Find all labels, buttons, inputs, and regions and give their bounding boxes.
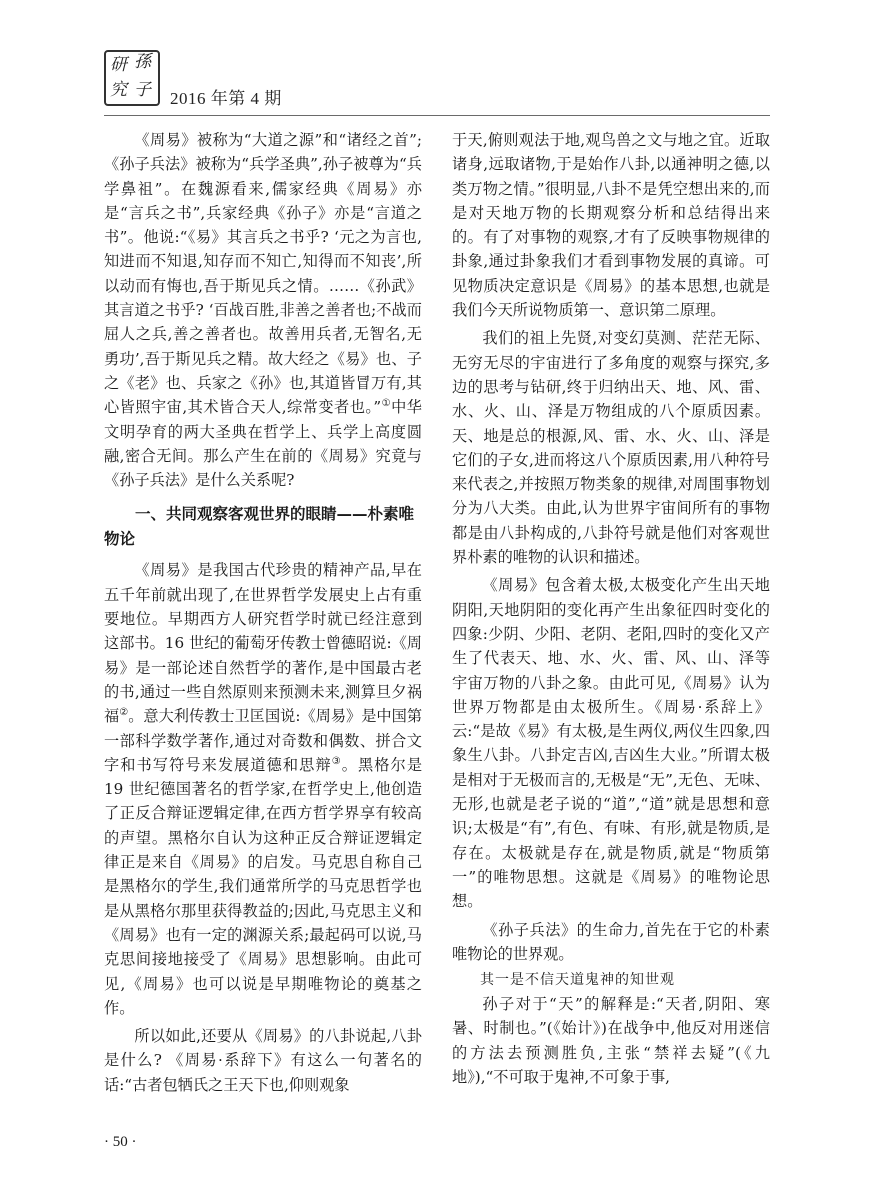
journal-header: [104, 46, 776, 116]
paragraph-text: 。黑格尔是 19 世纪德国著名的哲学家,在哲学史上,他创造了正反合辩证逻辑定律,在西方哲学界享有较高的声望。黑格尔自认为这种正反合辩证逻辑定律正是来自《周易》的启发。马克思自称自己是黑格尔的学生,我们通常所学的马克思哲学也是从黑格尔那里获得教益的;因此,马克思主义和《周易》也有一定的渊源关系;最起码可以说,马克思间接地接受了《周易》思想影响。由此可见,《周易》也可以说是早期唯物论的奠基之作。: [104, 755, 423, 1017]
taiji-paragraph: 《周易》包含着太极,太极变化产生出天地阴阳,天地阴阳的变化再产生出象征四时变化的四象:少阴、少阳、老阴、老阳,四时的变化又产生了代表天、地、水、火、雷、风、山、泽等宇宙万物的八卦之象。由此可见,《周易》认为世界万物都是由太极所生。《周易·系辞上》云:“是故《易》有太极,是生两仪,两仪生四象,四象生八卦。八卦定吉凶,吉凶生大业。”所谓太极是相对于无极而言的,无极是“无”,无色、无味、无形,也就是老子说的“道”,“道”就是思想和意识;太极是“有”,有色、有味、有形,就是物质,是存在。太极就是存在,就是物质,就是“物质第一”的唯物思想。这就是《周易》的唯物论思想。: [452, 576, 770, 911]
page-number: · 50 ·: [104, 1134, 137, 1150]
logo-char: 孫: [134, 52, 151, 72]
sunzi-worldview-paragraph: 《孙子兵法》的生命力,首先在于它的朴素唯物论的世界观。: [452, 920, 770, 963]
paragraph-text: 《周易》是我国古代珍贵的精神产品,早在五千年前就出现了,在世界哲学发展史上占有重要地位。早期西方人研究哲学时就已经注意到这部书。16 世纪的葡萄牙传教士曾德昭说:《周易》是一部论述自然哲学的著作,是中国最古老的书,通过一些自然原则来预测未来,测算旦夕祸福: [104, 561, 422, 726]
right-column: [452, 128, 770, 1089]
left-column: [104, 128, 422, 1097]
subheading: 其一是不信天道鬼神的知世观: [480, 972, 675, 989]
footnote-marker: ②: [119, 707, 129, 719]
footnote-marker: ③: [331, 755, 342, 767]
intro-paragraph: [104, 128, 422, 492]
header-rule: [104, 115, 770, 116]
issue-label: 2016 年第 4 期: [170, 89, 282, 108]
logo-char: 究: [110, 80, 127, 100]
footnote-marker: ①: [381, 398, 392, 410]
journal-logo: [104, 50, 160, 106]
bagua-paragraph: 所以如此,还要从《周易》的八卦说起,八卦是什么? 《周易·系辞下》有这么一句著名的话:“古者包牺氏之王天下也,仰则观象: [104, 1027, 422, 1094]
bagua-continued-paragraph: 于天,俯则观法于地,观鸟兽之文与地之宜。近取诸身,远取诸物,于是始作八卦,以通神明之德,以类万物之情。”很明显,八卦不是凭空想出来的,而是对天地万物的长期观察分析和总结得出来的。有了对事物的观察,才有了反映事物规律的卦象,通过卦象我们才看到事物发展的真谛。可见物质决定意识是《周易》的基本思想,也就是我们今天所说物质第一、意识第二原理。: [452, 131, 770, 320]
eight-elements-paragraph: 我们的祖上先贤,对变幻莫测、茫茫无际、无穷无尽的宇宙进行了多角度的观察与探究,多边的思考与钻研,终于归纳出天、地、风、雷、水、火、山、泽是万物组成的八个原质因素。天、地是总的根源,风、雷、水、火、山、泽是它们的子女,进而将这八个原质因素,用八种符号来代表之,并按照万物类象的规律,对周围事物划分为八大类。由此,认为世界宇宙间所有的事物都是由八卦构成的,八卦符号就是他们对客观世界朴素的唯物的认识和描述。: [452, 329, 770, 567]
paragraph-text: 《周易》被称为“大道之源”和“诸经之首”;《孙子兵法》被称为“兵学圣典”,孙子被尊为“兵学鼻祖”。在魏源看来,儒家经典《周易》亦是“言兵之书”,兵家经典《孙子》亦是“言道之书”。他说:“《易》其言兵之书乎? ‘元之为言也,知进而不知退,知存而不知亡,知得而不知丧’,所以动而有悔也,吾于斯见兵之情。……《孙武》其言道之书乎? ‘百战百胜,非善之善者也;不战而屈人之兵,善之善者也。故善用兵者,无智名,无勇功’,吾于斯见兵之精。故大经之《易》也、子之《老》也、兵家之《孙》也,其道皆冒万有,其心皆照宇宙,其术皆合天人,综常变者也。”: [104, 131, 422, 417]
logo-char: 子: [134, 80, 151, 100]
zhouyi-history-paragraph: [104, 558, 422, 1020]
section-heading: 一、共同观察客观世界的眼睛——朴素唯物论: [104, 505, 415, 549]
heaven-definition-paragraph: 孙子对于“天”的解释是:“天者,阴阳、寒暑、时制也。”(《始计》)在战争中,他反对用迷信的方法去预测胜负,主张“禁祥去疑”(《九地》),“不可取于鬼神,不可象于事,: [452, 995, 770, 1086]
paragraph-text: 。意大利传教士卫匡国说:《周易》是中国第一部科学数学著作,通过对奇数和偶数、拼合文字和书写符号来发展道德和思辩: [104, 707, 423, 774]
logo-char: 研: [110, 55, 127, 75]
paragraph-text: 中华文明孕育的两大圣典在哲学上、兵学上高度圆融,密合无间。那么产生在前的《周易》究竟与《孙子兵法》是什么关系呢?: [104, 398, 422, 490]
